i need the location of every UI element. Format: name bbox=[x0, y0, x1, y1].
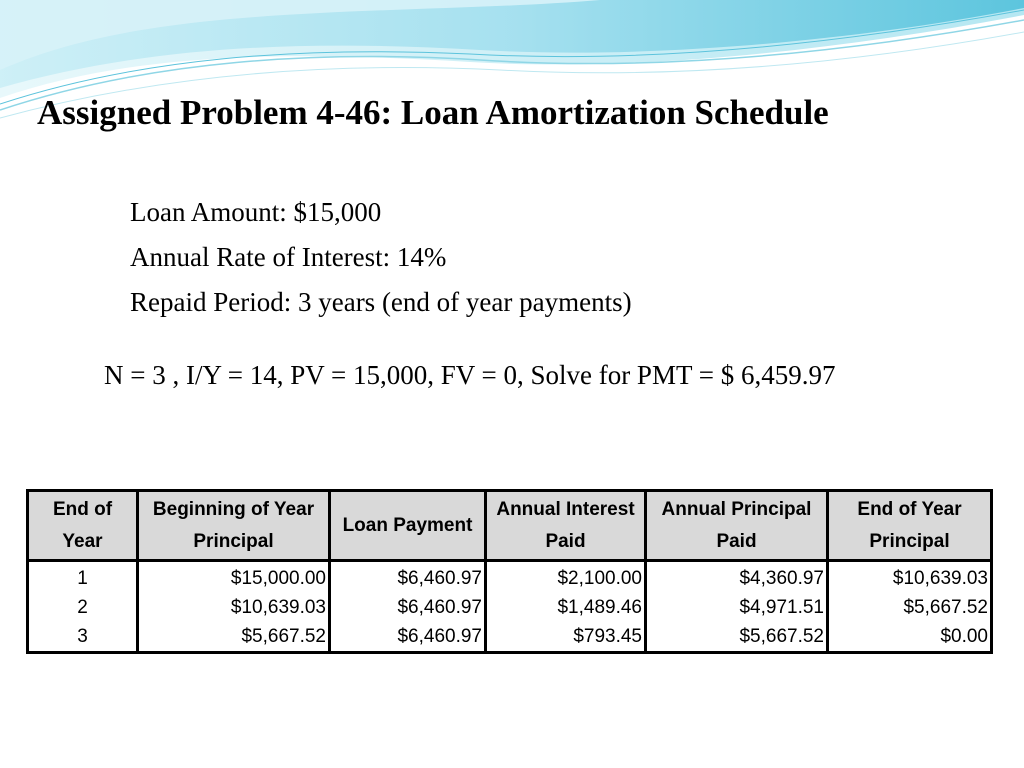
header-loan-payment: Loan Payment bbox=[330, 491, 486, 561]
table-header-row bbox=[28, 491, 992, 561]
cell-principal-paid: $4,971.51 bbox=[646, 593, 828, 622]
payment-calculation: N = 3 , I/Y = 14, PV = 15,000, FV = 0, Solve for PMT = $ 6,459.97 bbox=[104, 360, 836, 390]
cell-end-principal: $0.00 bbox=[828, 622, 992, 653]
interest-rate-text: Annual Rate of Interest: 14% bbox=[130, 242, 447, 272]
cell-year: 2 bbox=[77, 596, 88, 618]
cell-beginning-principal: $10,639.03 bbox=[138, 593, 330, 622]
repaid-period-text: Repaid Period: 3 years (end of year payments) bbox=[130, 287, 632, 317]
cell-interest-paid: $1,489.46 bbox=[486, 593, 646, 622]
header-end-of-year: End of Year bbox=[28, 491, 138, 561]
cell-interest-paid: $793.45 bbox=[486, 622, 646, 653]
cell-end-principal: $5,667.52 bbox=[828, 593, 992, 622]
cell-loan-payment: $6,460.97 bbox=[330, 561, 486, 594]
slide-title: Assigned Problem 4-46: Loan Amortization Schedule bbox=[37, 93, 829, 132]
cell-interest-paid: $2,100.00 bbox=[486, 561, 646, 594]
header-principal-paid: Annual Principal Paid bbox=[646, 491, 828, 561]
table-row bbox=[28, 593, 992, 622]
cell-year: 1 bbox=[77, 567, 88, 589]
amortization-table bbox=[26, 489, 993, 654]
cell-beginning-principal: $5,667.52 bbox=[138, 622, 330, 653]
cell-beginning-principal: $15,000.00 bbox=[138, 561, 330, 594]
header-beginning-principal: Beginning of Year Principal bbox=[138, 491, 330, 561]
loan-parameters bbox=[130, 190, 632, 325]
cell-loan-payment: $6,460.97 bbox=[330, 622, 486, 653]
cell-year: 3 bbox=[77, 625, 88, 647]
cell-end-principal: $10,639.03 bbox=[828, 561, 992, 594]
header-interest-paid: Annual Interest Paid bbox=[486, 491, 646, 561]
cell-principal-paid: $5,667.52 bbox=[646, 622, 828, 653]
header-end-principal: End of Year Principal bbox=[828, 491, 992, 561]
cell-loan-payment: $6,460.97 bbox=[330, 593, 486, 622]
cell-principal-paid: $4,360.97 bbox=[646, 561, 828, 594]
loan-amount-text: Loan Amount: $15,000 bbox=[130, 197, 382, 227]
table-row bbox=[28, 561, 992, 594]
table-row bbox=[28, 622, 992, 653]
